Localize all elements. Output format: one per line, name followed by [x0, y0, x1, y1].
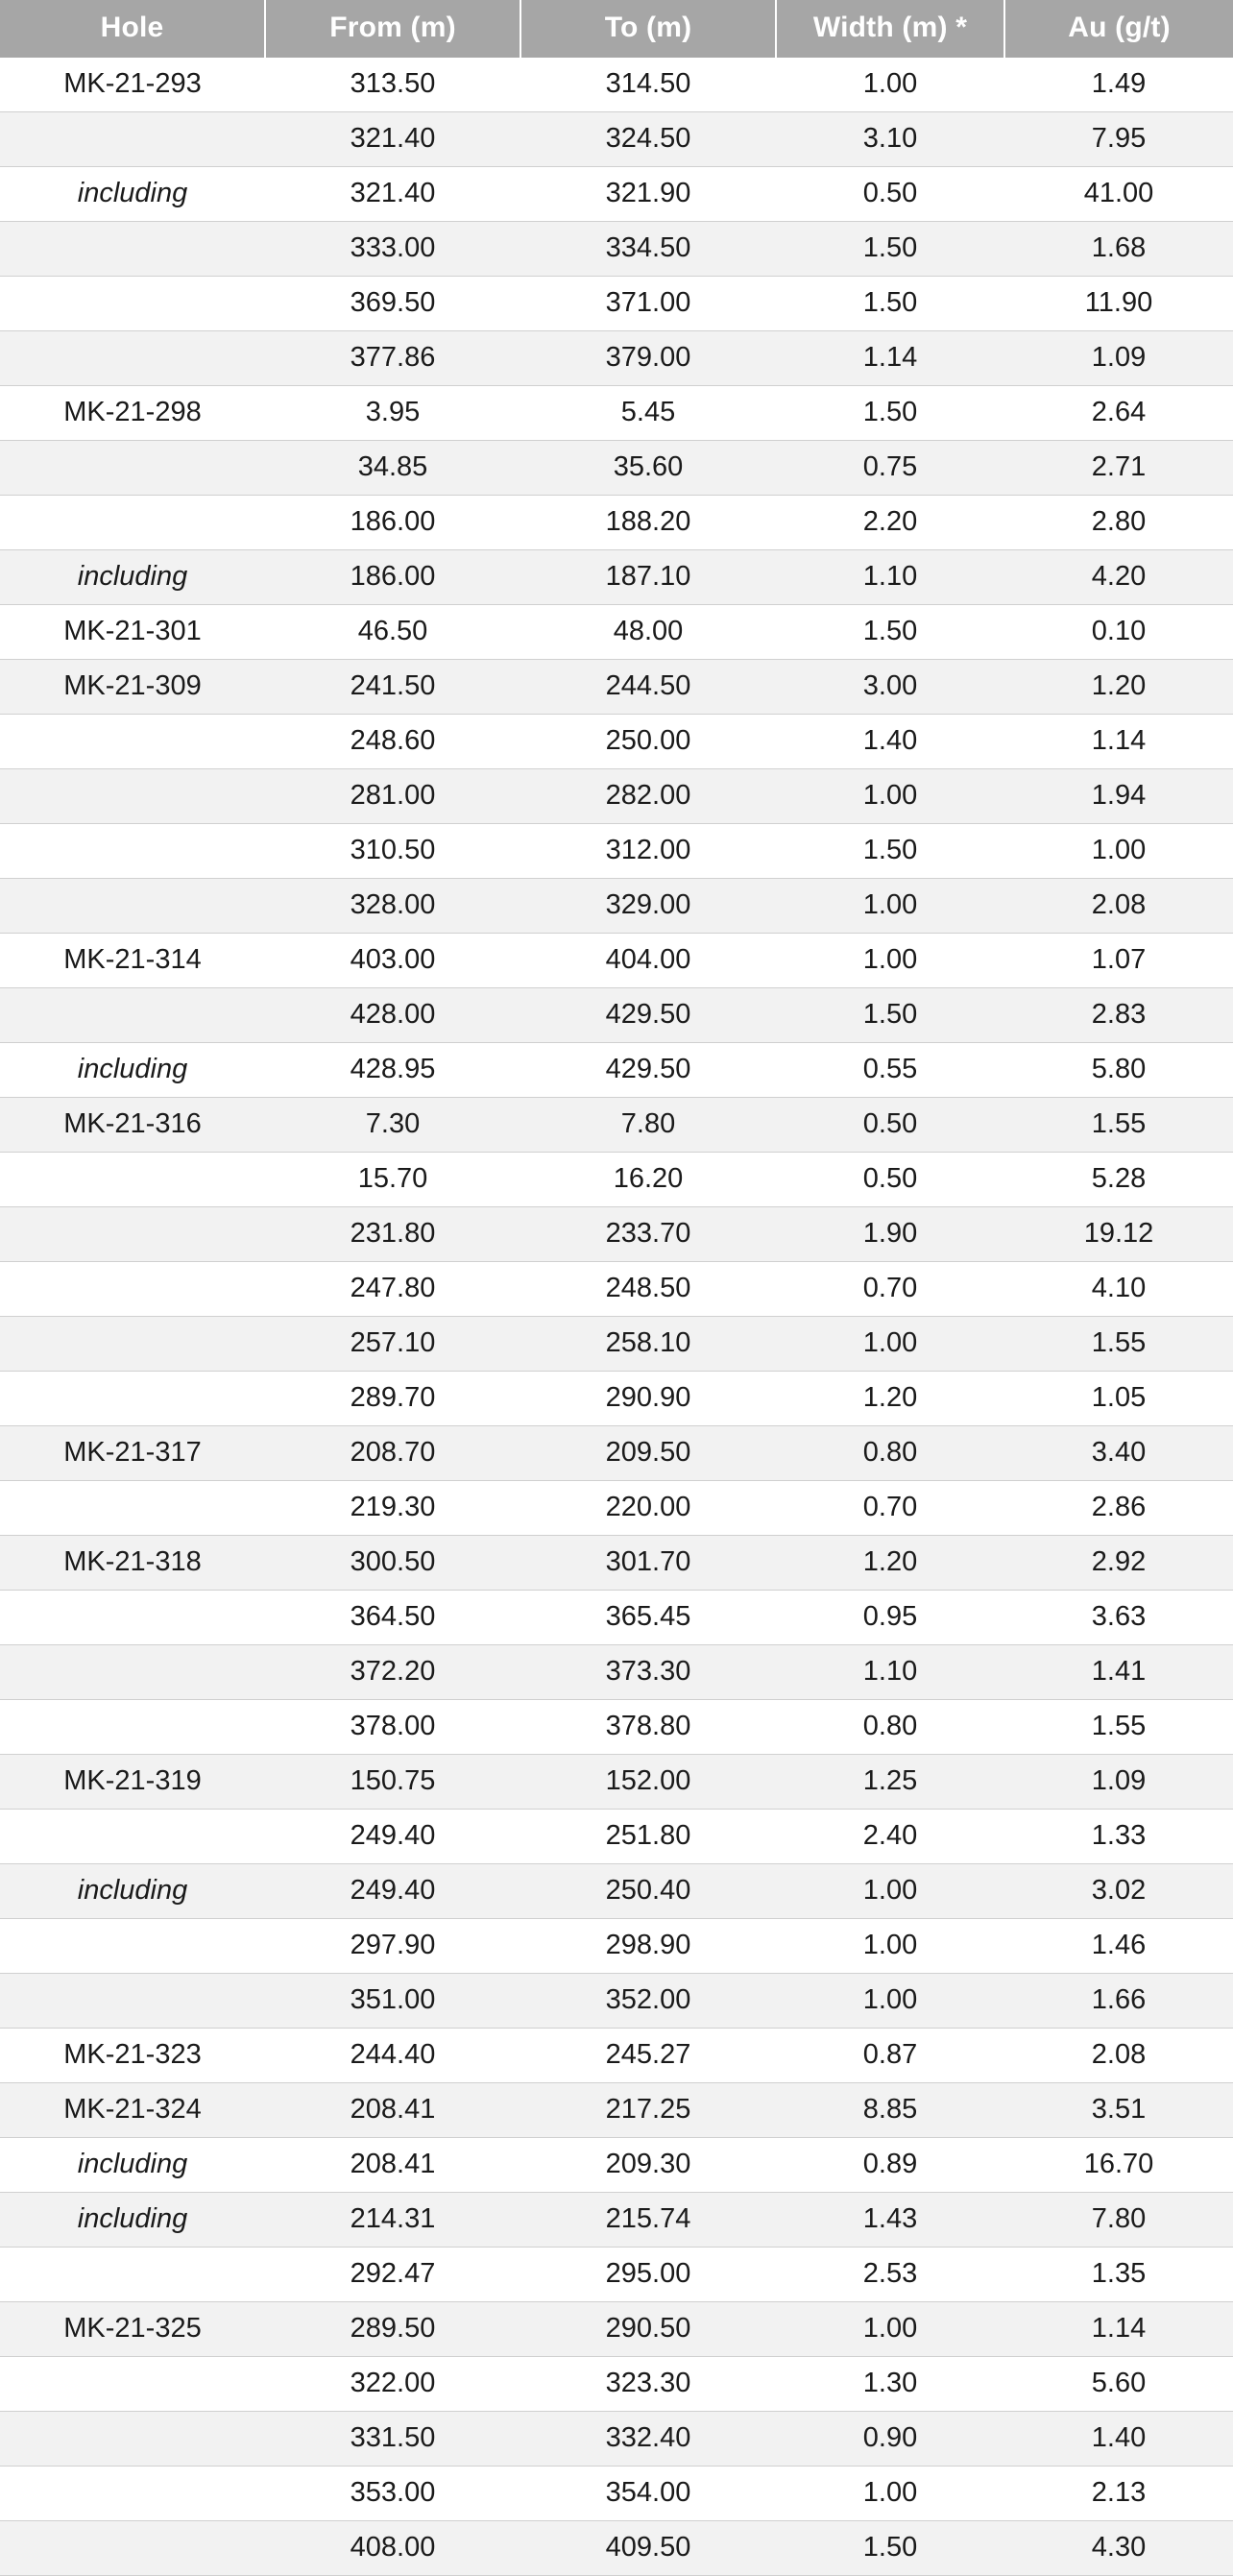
cell-width: 0.89 [776, 2138, 1004, 2193]
cell-hole [0, 988, 265, 1043]
table-row [0, 222, 1233, 277]
cell-au: 0.10 [1004, 605, 1233, 660]
cell-from: 7.30 [265, 1098, 520, 1153]
cell-from: 186.00 [265, 496, 520, 550]
cell-hole [0, 496, 265, 550]
table-row [0, 1207, 1233, 1262]
table-row [0, 1591, 1233, 1645]
cell-to: 324.50 [520, 112, 776, 167]
cell-width: 1.20 [776, 1372, 1004, 1426]
cell-hole [0, 2467, 265, 2521]
cell-au: 1.40 [1004, 2412, 1233, 2467]
cell-to: 312.00 [520, 824, 776, 879]
table-row [0, 824, 1233, 879]
cell-au: 4.30 [1004, 2521, 1233, 2576]
table-row [0, 441, 1233, 496]
cell-width: 1.50 [776, 605, 1004, 660]
cell-hole [0, 1207, 265, 1262]
cell-to: 7.80 [520, 1098, 776, 1153]
cell-to: 215.74 [520, 2193, 776, 2248]
cell-au: 2.86 [1004, 1481, 1233, 1536]
table-row [0, 1974, 1233, 2029]
table-row [0, 660, 1233, 715]
cell-from: 322.00 [265, 2357, 520, 2412]
cell-au: 1.33 [1004, 1810, 1233, 1864]
cell-to: 209.30 [520, 2138, 776, 2193]
cell-hole [0, 331, 265, 386]
cell-to: 332.40 [520, 2412, 776, 2467]
cell-from: 248.60 [265, 715, 520, 769]
cell-au: 1.20 [1004, 660, 1233, 715]
cell-hole [0, 2357, 265, 2412]
cell-au: 5.60 [1004, 2357, 1233, 2412]
cell-to: 329.00 [520, 879, 776, 934]
cell-from: 208.41 [265, 2138, 520, 2193]
cell-from: 310.50 [265, 824, 520, 879]
table-row [0, 988, 1233, 1043]
table-row [0, 277, 1233, 331]
cell-to: 258.10 [520, 1317, 776, 1372]
cell-width: 0.80 [776, 1700, 1004, 1755]
table-header [0, 0, 1233, 58]
table-row [0, 112, 1233, 167]
cell-hole [0, 1974, 265, 2029]
cell-au: 3.40 [1004, 1426, 1233, 1481]
cell-to: 233.70 [520, 1207, 776, 1262]
table-row [0, 1317, 1233, 1372]
cell-from: 241.50 [265, 660, 520, 715]
cell-hole: including [0, 2138, 265, 2193]
cell-to: 251.80 [520, 1810, 776, 1864]
cell-from: 244.40 [265, 2029, 520, 2083]
cell-au: 4.10 [1004, 1262, 1233, 1317]
cell-au: 1.55 [1004, 1700, 1233, 1755]
cell-from: 34.85 [265, 441, 520, 496]
cell-width: 0.55 [776, 1043, 1004, 1098]
cell-from: 231.80 [265, 1207, 520, 1262]
table-row [0, 2412, 1233, 2467]
cell-au: 1.68 [1004, 222, 1233, 277]
cell-hole [0, 1153, 265, 1207]
table-row [0, 1864, 1233, 1919]
cell-from: 289.50 [265, 2302, 520, 2357]
cell-to: 371.00 [520, 277, 776, 331]
table-row [0, 1098, 1233, 1153]
cell-width: 8.85 [776, 2083, 1004, 2138]
cell-to: 429.50 [520, 1043, 776, 1098]
cell-from: 249.40 [265, 1810, 520, 1864]
cell-au: 19.12 [1004, 1207, 1233, 1262]
cell-from: 351.00 [265, 1974, 520, 2029]
cell-width: 1.00 [776, 1864, 1004, 1919]
cell-to: 409.50 [520, 2521, 776, 2576]
cell-au: 7.95 [1004, 112, 1233, 167]
cell-to: 290.90 [520, 1372, 776, 1426]
cell-from: 3.95 [265, 386, 520, 441]
cell-hole [0, 1700, 265, 1755]
cell-width: 3.00 [776, 660, 1004, 715]
table-row [0, 2138, 1233, 2193]
cell-to: 429.50 [520, 988, 776, 1043]
cell-hole: including [0, 1043, 265, 1098]
cell-width: 0.90 [776, 2412, 1004, 2467]
cell-hole: MK-21-318 [0, 1536, 265, 1591]
column-header-hole: Hole [0, 0, 265, 58]
cell-width: 1.50 [776, 277, 1004, 331]
cell-au: 5.28 [1004, 1153, 1233, 1207]
cell-hole: MK-21-298 [0, 386, 265, 441]
cell-au: 1.46 [1004, 1919, 1233, 1974]
cell-to: 314.50 [520, 58, 776, 112]
cell-au: 2.92 [1004, 1536, 1233, 1591]
cell-width: 0.50 [776, 167, 1004, 222]
cell-width: 1.00 [776, 879, 1004, 934]
cell-width: 0.70 [776, 1481, 1004, 1536]
cell-hole [0, 277, 265, 331]
cell-to: 352.00 [520, 1974, 776, 2029]
cell-hole [0, 1262, 265, 1317]
cell-au: 1.94 [1004, 769, 1233, 824]
cell-from: 353.00 [265, 2467, 520, 2521]
cell-to: 334.50 [520, 222, 776, 277]
table-row [0, 1810, 1233, 1864]
cell-hole [0, 1317, 265, 1372]
cell-to: 373.30 [520, 1645, 776, 1700]
cell-to: 35.60 [520, 441, 776, 496]
cell-width: 1.14 [776, 331, 1004, 386]
cell-au: 1.09 [1004, 1755, 1233, 1810]
cell-from: 378.00 [265, 1700, 520, 1755]
cell-au: 1.66 [1004, 1974, 1233, 2029]
cell-au: 2.80 [1004, 496, 1233, 550]
table-row [0, 934, 1233, 988]
cell-hole [0, 1645, 265, 1700]
cell-au: 1.09 [1004, 331, 1233, 386]
table-row [0, 2083, 1233, 2138]
cell-from: 208.41 [265, 2083, 520, 2138]
cell-width: 0.80 [776, 1426, 1004, 1481]
table-row [0, 331, 1233, 386]
cell-to: 379.00 [520, 331, 776, 386]
table-row [0, 2357, 1233, 2412]
cell-au: 4.20 [1004, 550, 1233, 605]
cell-width: 1.40 [776, 715, 1004, 769]
cell-au: 3.51 [1004, 2083, 1233, 2138]
table-row [0, 1426, 1233, 1481]
cell-to: 404.00 [520, 934, 776, 988]
cell-au: 1.07 [1004, 934, 1233, 988]
cell-hole: MK-21-324 [0, 2083, 265, 2138]
cell-hole: including [0, 2193, 265, 2248]
cell-to: 187.10 [520, 550, 776, 605]
cell-from: 257.10 [265, 1317, 520, 1372]
cell-hole: MK-21-293 [0, 58, 265, 112]
cell-to: 152.00 [520, 1755, 776, 1810]
cell-au: 1.55 [1004, 1317, 1233, 1372]
cell-au: 1.41 [1004, 1645, 1233, 1700]
cell-to: 5.45 [520, 386, 776, 441]
cell-width: 1.20 [776, 1536, 1004, 1591]
cell-to: 354.00 [520, 2467, 776, 2521]
cell-hole [0, 441, 265, 496]
cell-from: 408.00 [265, 2521, 520, 2576]
cell-width: 1.00 [776, 58, 1004, 112]
cell-from: 46.50 [265, 605, 520, 660]
cell-au: 41.00 [1004, 167, 1233, 222]
cell-width: 0.87 [776, 2029, 1004, 2083]
cell-width: 1.50 [776, 386, 1004, 441]
cell-to: 321.90 [520, 167, 776, 222]
cell-width: 0.50 [776, 1153, 1004, 1207]
cell-width: 1.25 [776, 1755, 1004, 1810]
cell-to: 245.27 [520, 2029, 776, 2083]
cell-au: 11.90 [1004, 277, 1233, 331]
cell-au: 2.08 [1004, 2029, 1233, 2083]
column-header-to: To (m) [520, 0, 776, 58]
cell-width: 1.00 [776, 769, 1004, 824]
cell-width: 1.30 [776, 2357, 1004, 2412]
cell-hole [0, 1372, 265, 1426]
table-row [0, 769, 1233, 824]
cell-to: 290.50 [520, 2302, 776, 2357]
cell-width: 2.20 [776, 496, 1004, 550]
cell-width: 1.50 [776, 2521, 1004, 2576]
cell-hole [0, 1481, 265, 1536]
cell-au: 1.14 [1004, 2302, 1233, 2357]
cell-au: 16.70 [1004, 2138, 1233, 2193]
column-header-from: From (m) [265, 0, 520, 58]
cell-width: 1.50 [776, 988, 1004, 1043]
table-row [0, 1262, 1233, 1317]
cell-from: 372.20 [265, 1645, 520, 1700]
cell-to: 378.80 [520, 1700, 776, 1755]
cell-width: 2.40 [776, 1810, 1004, 1864]
cell-width: 1.50 [776, 824, 1004, 879]
cell-to: 301.70 [520, 1536, 776, 1591]
cell-to: 48.00 [520, 605, 776, 660]
cell-hole [0, 769, 265, 824]
table-body [0, 58, 1233, 2576]
cell-hole: MK-21-314 [0, 934, 265, 988]
cell-from: 428.95 [265, 1043, 520, 1098]
cell-from: 214.31 [265, 2193, 520, 2248]
table-row [0, 1645, 1233, 1700]
cell-hole: MK-21-301 [0, 605, 265, 660]
cell-hole: MK-21-323 [0, 2029, 265, 2083]
cell-hole [0, 2521, 265, 2576]
cell-from: 377.86 [265, 331, 520, 386]
cell-width: 1.00 [776, 1317, 1004, 1372]
cell-width: 2.53 [776, 2248, 1004, 2302]
table-row [0, 1919, 1233, 1974]
cell-from: 289.70 [265, 1372, 520, 1426]
cell-from: 15.70 [265, 1153, 520, 1207]
cell-au: 2.83 [1004, 988, 1233, 1043]
cell-au: 2.64 [1004, 386, 1233, 441]
cell-au: 1.55 [1004, 1098, 1233, 1153]
cell-au: 1.35 [1004, 2248, 1233, 2302]
cell-width: 1.43 [776, 2193, 1004, 2248]
cell-width: 1.00 [776, 1974, 1004, 2029]
cell-au: 1.14 [1004, 715, 1233, 769]
cell-to: 365.45 [520, 1591, 776, 1645]
cell-hole: including [0, 550, 265, 605]
cell-hole: MK-21-309 [0, 660, 265, 715]
cell-width: 3.10 [776, 112, 1004, 167]
cell-hole [0, 1591, 265, 1645]
table-row [0, 2248, 1233, 2302]
cell-width: 1.50 [776, 222, 1004, 277]
cell-hole: MK-21-325 [0, 2302, 265, 2357]
cell-from: 219.30 [265, 1481, 520, 1536]
cell-from: 208.70 [265, 1426, 520, 1481]
cell-to: 188.20 [520, 496, 776, 550]
cell-to: 244.50 [520, 660, 776, 715]
cell-hole [0, 715, 265, 769]
table-row [0, 2521, 1233, 2576]
cell-to: 323.30 [520, 2357, 776, 2412]
cell-to: 248.50 [520, 1262, 776, 1317]
cell-to: 209.50 [520, 1426, 776, 1481]
cell-hole: including [0, 1864, 265, 1919]
cell-from: 403.00 [265, 934, 520, 988]
cell-width: 1.00 [776, 2467, 1004, 2521]
cell-hole [0, 112, 265, 167]
table-row [0, 1755, 1233, 1810]
cell-au: 1.00 [1004, 824, 1233, 879]
cell-from: 369.50 [265, 277, 520, 331]
cell-from: 249.40 [265, 1864, 520, 1919]
cell-au: 2.71 [1004, 441, 1233, 496]
cell-from: 321.40 [265, 112, 520, 167]
column-header-au: Au (g/t) [1004, 0, 1233, 58]
table-row [0, 496, 1233, 550]
cell-au: 2.13 [1004, 2467, 1233, 2521]
table-row [0, 1153, 1233, 1207]
cell-from: 428.00 [265, 988, 520, 1043]
cell-width: 0.70 [776, 1262, 1004, 1317]
table-row [0, 1481, 1233, 1536]
cell-to: 250.00 [520, 715, 776, 769]
cell-hole [0, 2412, 265, 2467]
cell-width: 0.75 [776, 441, 1004, 496]
cell-width: 1.10 [776, 550, 1004, 605]
cell-au: 5.80 [1004, 1043, 1233, 1098]
cell-au: 7.80 [1004, 2193, 1233, 2248]
cell-from: 333.00 [265, 222, 520, 277]
cell-from: 331.50 [265, 2412, 520, 2467]
cell-au: 3.63 [1004, 1591, 1233, 1645]
cell-to: 16.20 [520, 1153, 776, 1207]
cell-hole [0, 879, 265, 934]
column-header-width: Width (m) * [776, 0, 1004, 58]
cell-to: 282.00 [520, 769, 776, 824]
table-row [0, 386, 1233, 441]
cell-to: 217.25 [520, 2083, 776, 2138]
cell-hole: MK-21-319 [0, 1755, 265, 1810]
cell-hole [0, 824, 265, 879]
cell-from: 297.90 [265, 1919, 520, 1974]
cell-hole [0, 2248, 265, 2302]
cell-width: 0.50 [776, 1098, 1004, 1153]
table-row [0, 2302, 1233, 2357]
cell-hole: MK-21-316 [0, 1098, 265, 1153]
table-row [0, 167, 1233, 222]
table-row [0, 1536, 1233, 1591]
cell-from: 300.50 [265, 1536, 520, 1591]
cell-hole [0, 222, 265, 277]
cell-hole: including [0, 167, 265, 222]
cell-width: 1.00 [776, 934, 1004, 988]
table-row [0, 879, 1233, 934]
table-row [0, 1043, 1233, 1098]
cell-width: 0.95 [776, 1591, 1004, 1645]
cell-width: 1.00 [776, 1919, 1004, 1974]
table-row [0, 715, 1233, 769]
cell-au: 1.49 [1004, 58, 1233, 112]
table-row [0, 1700, 1233, 1755]
cell-from: 150.75 [265, 1755, 520, 1810]
cell-from: 247.80 [265, 1262, 520, 1317]
cell-width: 1.90 [776, 1207, 1004, 1262]
cell-hole [0, 1919, 265, 1974]
cell-from: 313.50 [265, 58, 520, 112]
cell-width: 1.10 [776, 1645, 1004, 1700]
cell-au: 1.05 [1004, 1372, 1233, 1426]
cell-from: 281.00 [265, 769, 520, 824]
cell-au: 2.08 [1004, 879, 1233, 934]
cell-hole [0, 1810, 265, 1864]
cell-from: 328.00 [265, 879, 520, 934]
table-row [0, 2193, 1233, 2248]
cell-au: 3.02 [1004, 1864, 1233, 1919]
cell-from: 292.47 [265, 2248, 520, 2302]
cell-to: 295.00 [520, 2248, 776, 2302]
table-row [0, 2029, 1233, 2083]
cell-to: 220.00 [520, 1481, 776, 1536]
cell-to: 250.40 [520, 1864, 776, 1919]
table-row [0, 550, 1233, 605]
cell-from: 186.00 [265, 550, 520, 605]
header-row [0, 0, 1233, 58]
cell-to: 298.90 [520, 1919, 776, 1974]
table-row [0, 1372, 1233, 1426]
cell-hole: MK-21-317 [0, 1426, 265, 1481]
cell-from: 364.50 [265, 1591, 520, 1645]
cell-width: 1.00 [776, 2302, 1004, 2357]
cell-from: 321.40 [265, 167, 520, 222]
table-row [0, 605, 1233, 660]
table-row [0, 2467, 1233, 2521]
table-row [0, 58, 1233, 112]
